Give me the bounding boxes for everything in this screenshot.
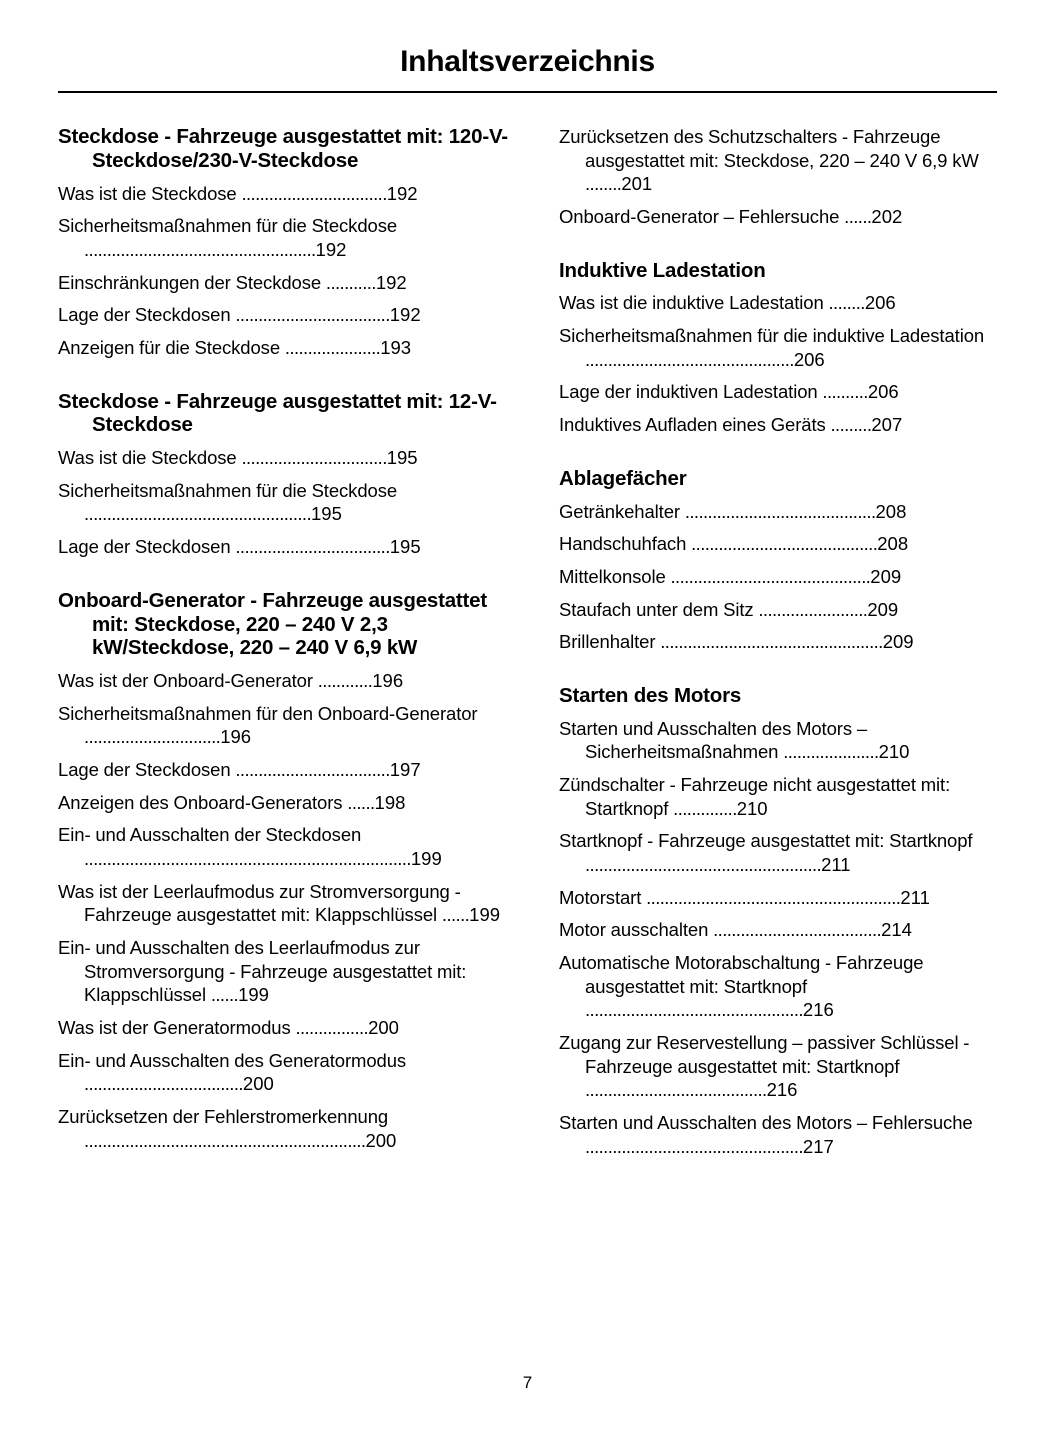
toc-entry-text: Einschränkungen der Steckdose (58, 271, 326, 293)
toc-section (559, 259, 1014, 437)
toc-entry[interactable] (559, 565, 1014, 589)
toc-entry[interactable] (559, 291, 1014, 315)
toc-entry-text: Automatische Motorabschaltung - Fahrzeuge ausgestattet mit: Startknopf (559, 952, 924, 997)
toc-entry-text: Was ist der Generatormodus (58, 1017, 296, 1039)
toc-entry-leader: ........................................ (585, 1079, 767, 1101)
toc-entry-text: Induktives Aufladen eines Geräts (559, 414, 831, 436)
toc-entry-leader: .................................................. (84, 503, 311, 525)
toc-entry-leader: ...... (441, 904, 470, 926)
toc-entry-text: Staufach unter dem Sitz (559, 598, 759, 620)
toc-entry[interactable] (58, 702, 513, 749)
toc-entry-leader: .......................................... (684, 500, 876, 522)
toc-entry-page: 209 (882, 631, 914, 653)
toc-entry-leader: ................ (295, 1017, 369, 1039)
toc-entry[interactable] (559, 324, 1014, 371)
toc-entry-leader: ..................... (284, 336, 381, 358)
toc-entry-text: Anzeigen für die Steckdose (58, 336, 285, 358)
toc-entry-page: 200 (242, 1073, 274, 1095)
toc-entry-text: Sicherheitsmaßnahmen für die induktive Ladestation (559, 325, 985, 347)
toc-entry-text: Onboard-Generator – Fehlersuche (559, 206, 845, 228)
toc-entry-page: 195 (389, 536, 421, 558)
toc-entry-text: Zugang zur Reservestellung – passiver Schlüssel - Fahrzeuge ausgestattet mit: Startknopf (559, 1032, 970, 1077)
toc-entry-leader: ........................................................................ (84, 848, 411, 870)
toc-entry-page: 197 (389, 759, 421, 781)
toc-entry-page: 192 (389, 304, 421, 326)
toc-entry[interactable] (559, 1111, 1014, 1158)
toc-entry-text: Lage der Steckdosen (58, 536, 236, 558)
toc-entry-leader: ................................................ (585, 1135, 803, 1157)
toc-entry-page: 214 (881, 919, 912, 941)
toc-entry[interactable] (58, 1016, 513, 1040)
toc-entry[interactable] (559, 717, 1014, 764)
toc-entry-text: Ein- und Ausschalten des Leerlaufmodus zur Stromversorgung - Fahrzeuge ausgestattet mit: Klappschlüssel (58, 937, 467, 1006)
toc-entry[interactable] (559, 598, 1014, 622)
toc-entry-page: 206 (864, 292, 896, 314)
toc-entry-text: Startknopf - Fahrzeuge ausgestattet mit: Startknopf (559, 830, 973, 852)
toc-entry-leader: .............. (673, 797, 737, 819)
toc-entry-leader: .................................................... (585, 854, 822, 876)
toc-entry-leader: ...... (210, 984, 239, 1006)
toc-entry-leader: ................................ (241, 182, 387, 204)
toc-entry-leader: ........................ (758, 598, 868, 620)
toc-entry[interactable] (559, 205, 1014, 229)
toc-entry-leader: ......................................... (691, 533, 878, 555)
toc-entry-page: 209 (870, 565, 902, 587)
toc-entry-text: Sicherheitsmaßnahmen für den Onboard-Generator (58, 702, 478, 724)
section-heading: Ablagefächer (559, 466, 687, 490)
toc-entry-page: 206 (793, 348, 825, 370)
toc-entry-leader: .......... (822, 381, 868, 403)
toc-entry-leader: ................................................. (660, 631, 883, 653)
toc-entry-page: 200 (365, 1129, 397, 1151)
toc-entry[interactable] (559, 829, 1014, 876)
page-folio: 7 (522, 1373, 533, 1392)
toc-entry-leader: ..................................... (713, 919, 882, 941)
toc-entry-page: 217 (802, 1135, 834, 1157)
toc-entry[interactable] (559, 500, 1014, 524)
toc-entry-page: 207 (871, 414, 903, 436)
toc-entry-page: 193 (380, 336, 412, 358)
toc-column-left (58, 125, 513, 1167)
toc-entry[interactable] (58, 535, 513, 559)
toc-entry-leader: .............................................................. (84, 1129, 366, 1151)
section-heading: Steckdose - Fahrzeuge ausgestattet mit: 12-V-Steckdose (58, 389, 497, 437)
toc-columns (0, 93, 1055, 1167)
toc-entry-leader: ............................................ (670, 565, 871, 587)
toc-entry-page: 216 (802, 999, 834, 1021)
toc-entry-page: 199 (469, 904, 501, 926)
toc-column-right (559, 125, 1014, 1167)
toc-entry[interactable] (559, 380, 1014, 404)
toc-entry-text: Anzeigen des Onboard-Generators (58, 791, 348, 813)
toc-entry-text: Lage der Steckdosen (58, 759, 236, 781)
toc-entry-page: 206 (867, 381, 899, 403)
toc-entry-leader: ................................ (241, 447, 387, 469)
toc-entry-text: Ein- und Ausschalten des Generatormodus (58, 1049, 407, 1071)
toc-entry-text: Getränkehalter (559, 500, 685, 522)
toc-entry-text: Motorstart (559, 886, 647, 908)
toc-section (58, 125, 513, 360)
toc-section (559, 684, 1014, 1159)
toc-entry-page: 199 (410, 848, 442, 870)
toc-entry-page: 211 (900, 886, 930, 908)
toc-entry-leader: .............................................. (585, 348, 794, 370)
toc-entry[interactable] (58, 336, 513, 360)
toc-entry-page: 208 (877, 533, 909, 555)
toc-entry[interactable] (58, 1105, 513, 1152)
toc-entry[interactable] (559, 886, 1014, 910)
toc-entry-text: Sicherheitsmaßnahmen für die Steckdose (58, 479, 398, 501)
toc-entry[interactable] (58, 669, 513, 693)
toc-entry-text: Zündschalter - Fahrzeuge nicht ausgestattet mit: Startknopf (559, 774, 951, 819)
section-heading: Induktive Ladestation (559, 258, 766, 282)
toc-section (559, 467, 1014, 654)
toc-entry-leader: ........ (585, 173, 622, 195)
toc-entry-leader: ...... (347, 791, 375, 813)
toc-entry-page: 208 (875, 500, 907, 522)
toc-entry-text: Ein- und Ausschalten der Steckdosen (58, 824, 362, 846)
toc-section (58, 390, 513, 559)
toc-entry[interactable] (559, 773, 1014, 820)
toc-entry[interactable] (559, 951, 1014, 1022)
toc-section (58, 589, 513, 1153)
toc-entry[interactable] (58, 936, 513, 1007)
toc-entry[interactable] (58, 791, 513, 815)
toc-entry-leader: .................................. (235, 304, 390, 326)
toc-entry-text: Brillenhalter (559, 631, 661, 653)
page-title: Inhaltsverzeichnis (400, 45, 655, 78)
toc-entry-text: Sicherheitsmaßnahmen für die Steckdose (58, 215, 398, 237)
toc-entry-page: 201 (621, 173, 653, 195)
toc-entry-page: 196 (372, 670, 404, 692)
toc-entry-leader: ........................................................ (646, 886, 901, 908)
toc-entry-text: Handschuhfach (559, 533, 692, 555)
toc-entry[interactable] (559, 1031, 1014, 1102)
toc-entry[interactable] (559, 532, 1014, 556)
toc-entry[interactable] (58, 214, 513, 261)
toc-entry[interactable] (559, 125, 1014, 196)
toc-entry-leader: ................................... (84, 1073, 243, 1095)
toc-entry-text: Was ist der Onboard-Generator (58, 670, 318, 692)
toc-entry-page: 195 (311, 503, 342, 525)
toc-entry-text: Mittelkonsole (559, 565, 671, 587)
toc-entry-page: 195 (386, 447, 418, 469)
toc-entry-page: 192 (375, 271, 407, 293)
toc-entry-page: 209 (867, 598, 899, 620)
toc-entry[interactable] (58, 271, 513, 295)
toc-entry-leader: ............ (317, 670, 373, 692)
toc-entry-leader: ................................................... (84, 238, 316, 260)
toc-entry[interactable] (58, 182, 513, 206)
toc-entry-text: Lage der Steckdosen (58, 304, 236, 326)
toc-entry-text: Zurücksetzen der Fehlerstromerkennung (58, 1106, 389, 1128)
toc-entry[interactable] (58, 823, 513, 870)
toc-entry-text: Lage der induktiven Ladestation (559, 381, 823, 403)
toc-entry[interactable] (559, 413, 1014, 437)
toc-entry-leader: ...... (844, 206, 872, 228)
toc-entry-leader: ................................................ (585, 999, 803, 1021)
section-heading: Starten des Motors (559, 683, 742, 707)
toc-entry-text: Was ist die induktive Ladestation (559, 292, 829, 314)
toc-entry-leader: .................................. (235, 759, 390, 781)
toc-entry[interactable] (58, 758, 513, 782)
toc-entry[interactable] (58, 1049, 513, 1096)
toc-entry-text: Motor ausschalten (559, 919, 714, 941)
toc-entry-page: 202 (871, 206, 903, 228)
toc-entry-text: Was ist die Steckdose (58, 447, 242, 469)
toc-entry-page: 192 (315, 238, 347, 260)
toc-entry-page: 196 (220, 726, 252, 748)
toc-entry-page: 210 (736, 797, 768, 819)
toc-entry-page: 192 (386, 182, 418, 204)
toc-entry[interactable] (58, 446, 513, 470)
toc-entry-page: 198 (374, 791, 406, 813)
toc-entry-leader: ..................... (783, 741, 879, 763)
toc-section-continued (559, 125, 1014, 229)
toc-entry[interactable] (58, 479, 513, 526)
toc-entry-page: 199 (238, 984, 269, 1006)
toc-entry-text: Starten und Ausschalten des Motors – Sicherheitsmaßnahmen (559, 717, 868, 763)
toc-entry-leader: .................................. (235, 536, 390, 558)
section-heading: Onboard-Generator - Fahrzeuge ausgestattet mit: Steckdose, 220 – 240 V 2,3 kW/Steckdose, 220 – 240 V 6,9 kW (58, 588, 488, 660)
toc-entry-page: 211 (821, 854, 851, 876)
toc-entry[interactable] (559, 918, 1014, 942)
section-heading: Steckdose - Fahrzeuge ausgestattet mit: 120-V-Steckdose/230-V-Steckdose (58, 125, 508, 172)
toc-entry-page: 200 (368, 1017, 399, 1039)
toc-entry-text: Zurücksetzen des Schutzschalters - Fahrzeuge ausgestattet mit: Steckdose, 220 – 240 V 6,9 kW (559, 126, 979, 171)
toc-entry[interactable] (559, 630, 1014, 654)
toc-entry-leader: ......... (830, 414, 872, 436)
toc-entry[interactable] (58, 880, 513, 927)
toc-entry-leader: ........... (325, 271, 376, 293)
toc-entry-text: Was ist der Leerlaufmodus zur Stromversorgung - Fahrzeuge ausgestattet mit: Klappschlüssel (58, 880, 461, 926)
toc-entry-page: 210 (878, 741, 910, 763)
toc-entry[interactable] (58, 303, 513, 327)
toc-entry-text: Starten und Ausschalten des Motors – Fehlersuche (559, 1112, 973, 1134)
toc-entry-page: 216 (766, 1079, 798, 1101)
toc-entry-text: Was ist die Steckdose (58, 182, 242, 204)
toc-entry-leader: ........ (828, 292, 865, 314)
toc-entry-leader: .............................. (84, 726, 221, 748)
